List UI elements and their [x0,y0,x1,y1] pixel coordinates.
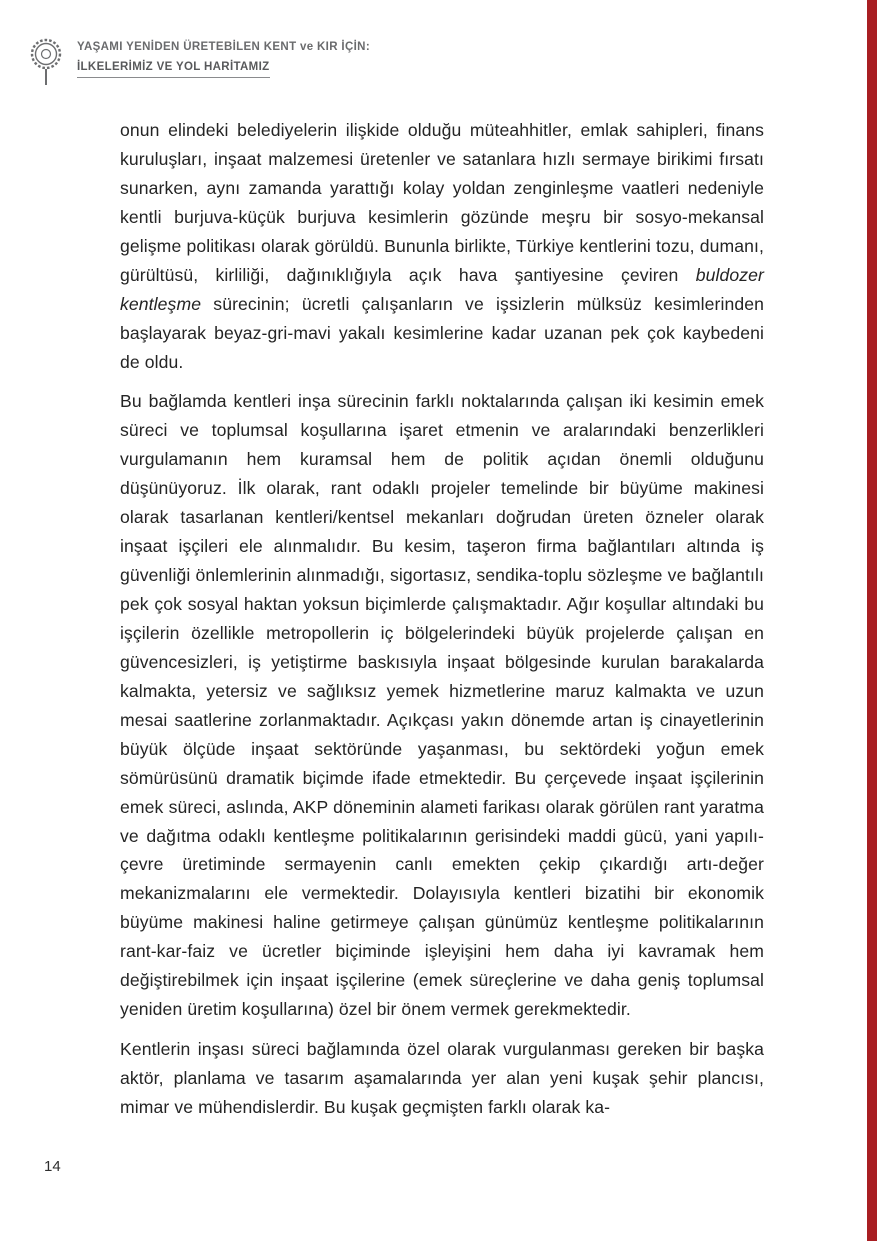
paragraph-1 [120,116,764,376]
paragraph-1-text-after: sürecinin; ücretli çalışanların ve işsizlerin mülksüz kesimlerinden başlayarak beyaz-gri-mavi yakalı kesimlerine kadar uzanan pek çok kaybedeni de oldu. [120,293,764,372]
party-logo [30,38,62,90]
header-title-line1: YAŞAMI YENİDEN ÜRETEBİLEN KENT ve KIR İÇİN: [77,41,371,53]
body-text [120,116,764,1122]
paragraph-3: Kentlerin inşası süreci bağlamında özel olarak vurgulanması gereken bir başka aktör, planlama ve tasarım aşamalarında yer alan yeni kuşak şehir plancısı, mimar ve mühendislerdir. Bu kuşak geçmişten farklı olarak ka- [120,1039,764,1117]
header-title [77,38,370,78]
page-number: 14 [44,1158,61,1175]
circular-party-emblem-icon [30,38,62,70]
right-accent-bar [867,0,877,1241]
paragraph-1-text-before: onun elindeki belediyelerin ilişkide olduğu müteahhitler, emlak sahipleri, finans kuruluşları, inşaat malzemesi üretenler ve satanlara hızlı sermaye birikimi fırsatı sunarken, aynı zamanda yarattığı kolay yoldan zenginleşme vaatleri nedeniyle kentli burjuva-küçük burjuva kesimlerin gözünde meşru bir sosyo-mekansal gelişme politikası olarak görüldü. Bununla birlikte, Türkiye kentlerini tozu, dumanı, gürültüsü, kirliliği, dağınıklığıyla açık hava şantiyesine çeviren [120,120,764,285]
page-header [30,38,370,90]
logo-stem [45,69,47,85]
paragraph-2: Bu bağlamda kentleri inşa sürecinin farklı noktalarında çalışan iki kesimin emek süreci ve toplumsal koşullarına işaret etmenin ve aralarındaki benzerlikleri vurgulamanın hem kuramsal hem de politik açıdan önemli olduğunu düşünüyoruz. İlk olarak, rant odaklı projeler temelinde bir büyüme makinesi olarak tasarlanan kentleri/kentsel mekanları doğrudan üreten özneler olarak inşaat işçileri ele alınmalıdır. Bu kesim, taşeron firma bağlantıları altında iş güvenliği önlemlerinin alınmadığı, sigortasız, sendika-toplu sözleşme ve bağlantılı pek çok sosyal haktan yoksun biçimlerde çalışmaktadır. Ağır koşullar altındaki bu işçilerin özellikle metropollerin iç bölgelerindeki büyük projelerde çalışan en güvencesizleri, iş yetiştirme baskısıyla inşaat bölgesinde kurulan barakalarda kalmakta, yetersiz ve sağlıksız yemek hizmetlerine maruz kalmakta ve uzun mesai saatlerine zorlanmaktadır. Açıkçası yakın dönemde artan iş cinayetlerinin büyük ölçüde inşaat sektöründe yaşanması, bu sektördeki yoğun emek sömürüsünü dramatik biçimde ifade etmektedir. Bu çerçevede inşaat işçilerinin emek süreci, aslında, AKP döneminin alameti farikası olarak görülen rant yaratma ve dağıtma odaklı kentleşme politikalarının gerisindeki maddi gücü, yani yapılı-çevre üretiminde sermayenin canlı emekten çekip çıkardığı artı-değer mekanizmalarını ele vermektedir. Dolayısıyla kentleri bizatihi bir ekonomik büyüme makinesi haline getirmeye çalışan günümüz kentleşme politikalarının rant-kar-faiz ve ücretler biçiminde işleyişini hem daha iyi kavramak hem değiştirebilmek için inşaat işçilerine (emek süreçlerine ve daha geniş toplumsal yeniden üretim koşullarına) özel bir önem vermek gerekmektedir. [120,391,764,1020]
paragraph-1-italic-phrase: buldozer kentleşme [120,264,764,314]
header-title-line2: İLKELERİMİZ VE YOL HARİTAMIZ [77,61,270,78]
